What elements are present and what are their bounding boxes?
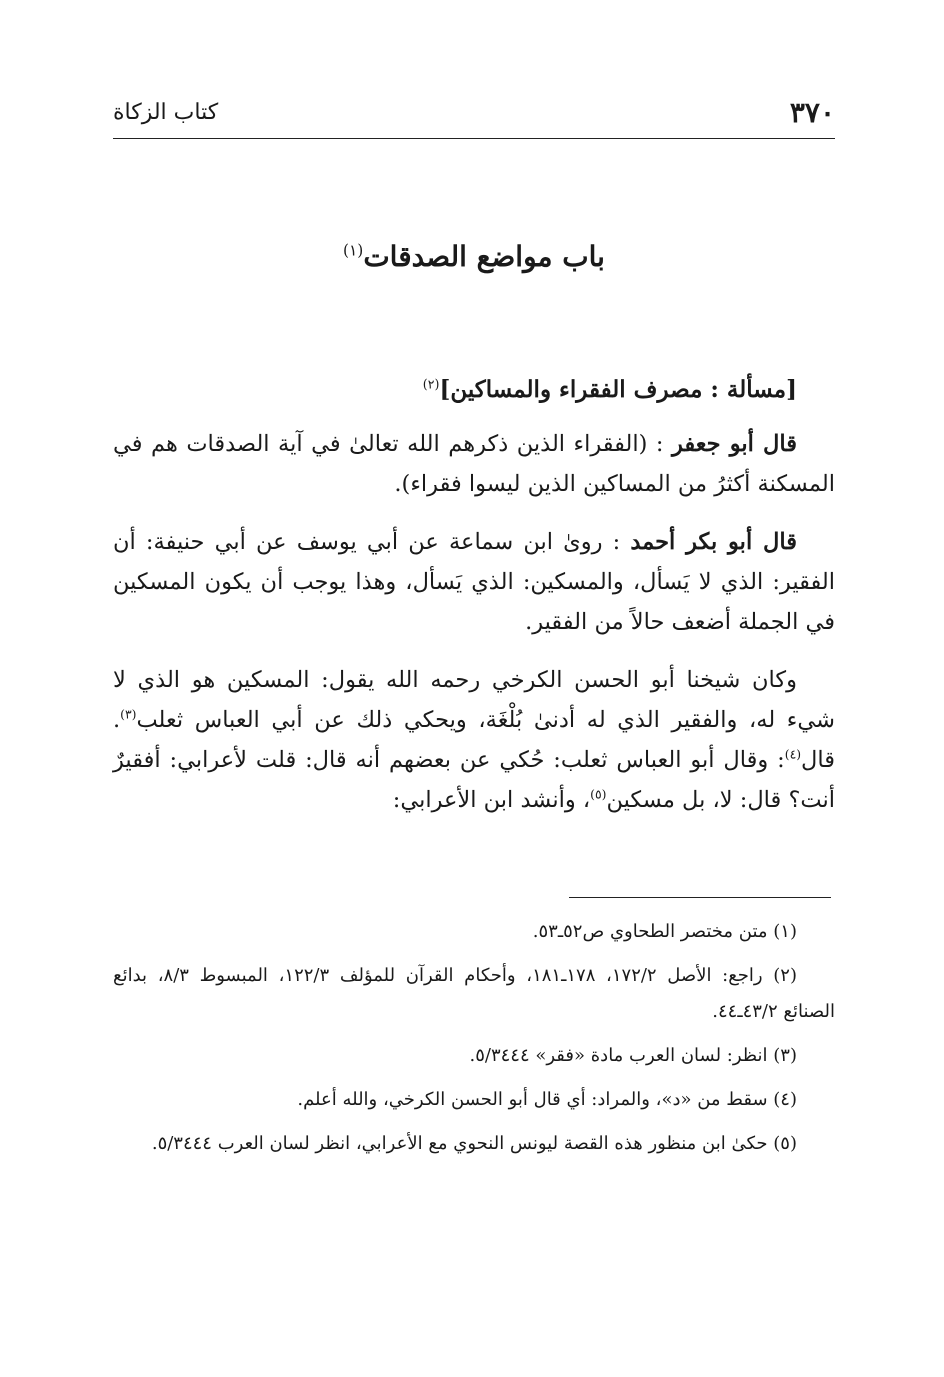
paragraph-text: : روىٰ ابن سماعة عن أبي يوسف عن أبي حنيفة: أن الفقير: الذي لا يَسأل، والمسكين: الذي يَسأل، وهذا يوجب أن يكون المسكين في الجملة أضعف حالاً من الفقير. — [113, 529, 835, 635]
footnote-ref: (٤) — [784, 747, 802, 762]
footnote-ref: (٢) — [422, 376, 440, 392]
paragraph — [113, 424, 835, 504]
issue-heading — [113, 370, 835, 410]
chapter-title — [113, 240, 835, 273]
footnotes — [113, 914, 835, 1170]
speaker-name: قال أبو بكر أحمد — [630, 529, 797, 555]
paragraph-text: . قال — [113, 707, 835, 773]
main-text — [113, 370, 835, 838]
paragraph-text: ، وأنشد ابن الأعرابي: — [392, 787, 591, 813]
paragraph-text: وكان شيخنا أبو الحسن الكرخي رحمه الله يقول: المسكين هو الذي لا شيء له، والفقير الذي له أدنىٰ بُلْغَة، ويحكي ذلك عن أبي العباس ثعلب — [113, 667, 835, 733]
paragraph-text: : (الفقراء الذين ذكرهم الله تعالىٰ في آية الصدقات هم في المسكنة أكثرُ من المساكين الذين ليسوا فقراء). — [113, 431, 835, 497]
footnote-divider — [569, 897, 831, 898]
page-header — [113, 92, 835, 139]
running-head-title: كتاب الزكاة — [113, 100, 219, 125]
footnote: (٣) انظر: لسان العرب مادة «فقر» ٥/٣٤٤٤. — [469, 1045, 797, 1066]
footnote-ref: (٣) — [120, 707, 137, 722]
footnote: (٥) حكىٰ ابن منظور هذه القصة ليونس النحوي مع الأعرابي، انظر لسان العرب ٥/٣٤٤٤. — [151, 1133, 797, 1154]
page-number: ٣٧٠ — [789, 96, 835, 129]
speaker-name: قال أبو جعفر — [672, 431, 797, 457]
footnote: (٤) سقط من «د»، والمراد: أي قال أبو الحسن الكرخي، والله أعلم. — [297, 1089, 797, 1110]
footnote: (٢) راجع: الأصل ١٧٢/٢، ١٧٨ـ١٨١، وأحكام القرآن للمؤلف ١٢٢/٣، المبسوط ٨/٣، بدائع الصنائع ٤٣/٢ـ٤٤. — [113, 965, 835, 1022]
footnote-ref: (٥) — [590, 787, 607, 802]
footnote: (١) متن مختصر الطحاوي ص٥٢ـ٥٣. — [532, 921, 797, 942]
chapter-title-text: باب مواضع الصدقات — [363, 240, 605, 273]
paragraph-text: : وقال أبو العباس ثعلب: حُكي عن بعضهم أنه قال: قلت لأعرابي: أفقيرٌ أنت؟ قال: لا، بل مسكين — [113, 747, 835, 813]
paragraph — [113, 660, 835, 820]
issue-heading-text: [مسألة : مصرف الفقراء والمساكين] — [439, 376, 797, 403]
paragraph — [113, 522, 835, 642]
footnote-ref: (١) — [343, 241, 364, 260]
